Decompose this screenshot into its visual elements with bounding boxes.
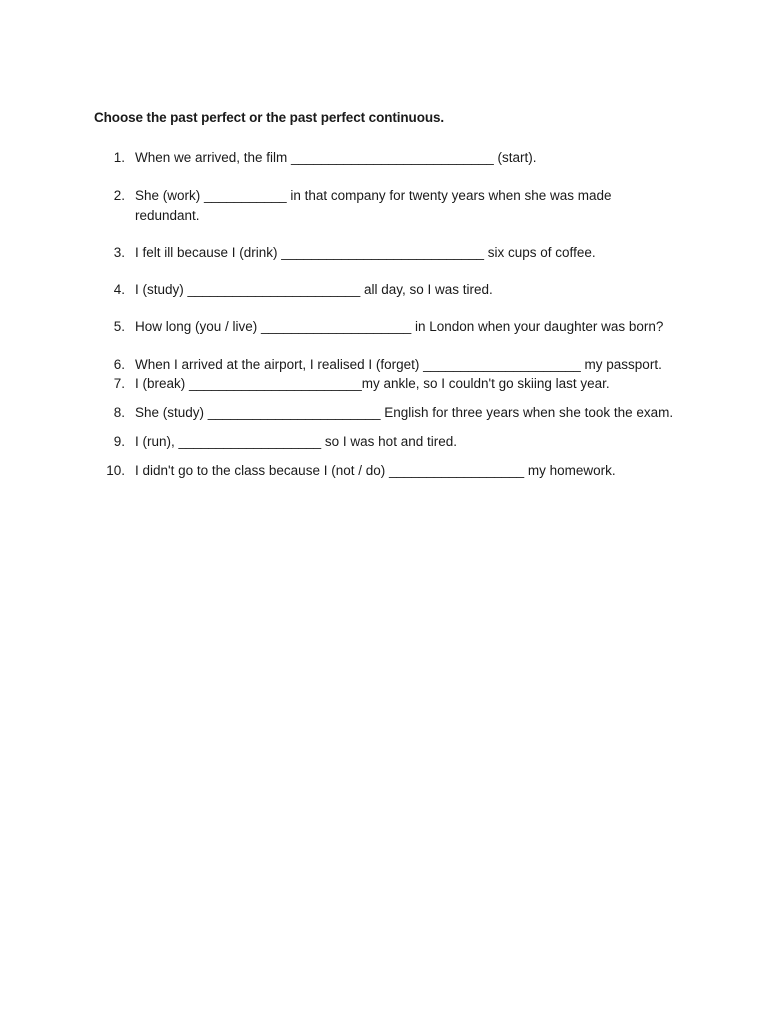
worksheet-heading: Choose the past perfect or the past perfect continuous. <box>94 110 445 125</box>
item-text: When we arrived, the film ___________________________ (start). <box>135 150 537 165</box>
item-text: When I arrived at the airport, I realised I (forget) _____________________ my passport. <box>135 357 662 372</box>
item-text: She (work) ___________ in that company for twenty years when she was made redundant. <box>135 188 612 223</box>
item-number: 1. <box>113 150 125 165</box>
item-number: 10. <box>106 463 125 478</box>
item-text: I didn't go to the class because I (not / do) __________________ my homework. <box>135 463 616 478</box>
item-number: 5. <box>113 319 125 334</box>
item-text: How long (you / live) ____________________ in London when your daughter was born? <box>135 319 664 334</box>
item-number: 6. <box>113 357 125 372</box>
item-number: 2. <box>113 188 125 203</box>
item-number: 7. <box>113 376 125 391</box>
item-text: I (break) _______________________my ankle, so I couldn't go skiing last year. <box>135 376 610 391</box>
item-text: I (study) _______________________ all day, so I was tired. <box>135 282 493 297</box>
item-number: 4. <box>113 282 125 297</box>
item-text: I felt ill because I (drink) ___________________________ six cups of coffee. <box>135 245 596 260</box>
item-text: I (run), ___________________ so I was hot and tired. <box>135 434 457 449</box>
item-number: 8. <box>113 405 125 420</box>
item-number: 3. <box>113 245 125 260</box>
item-number: 9. <box>113 434 125 449</box>
item-text: She (study) _______________________ English for three years when she took the exam. <box>135 405 674 420</box>
